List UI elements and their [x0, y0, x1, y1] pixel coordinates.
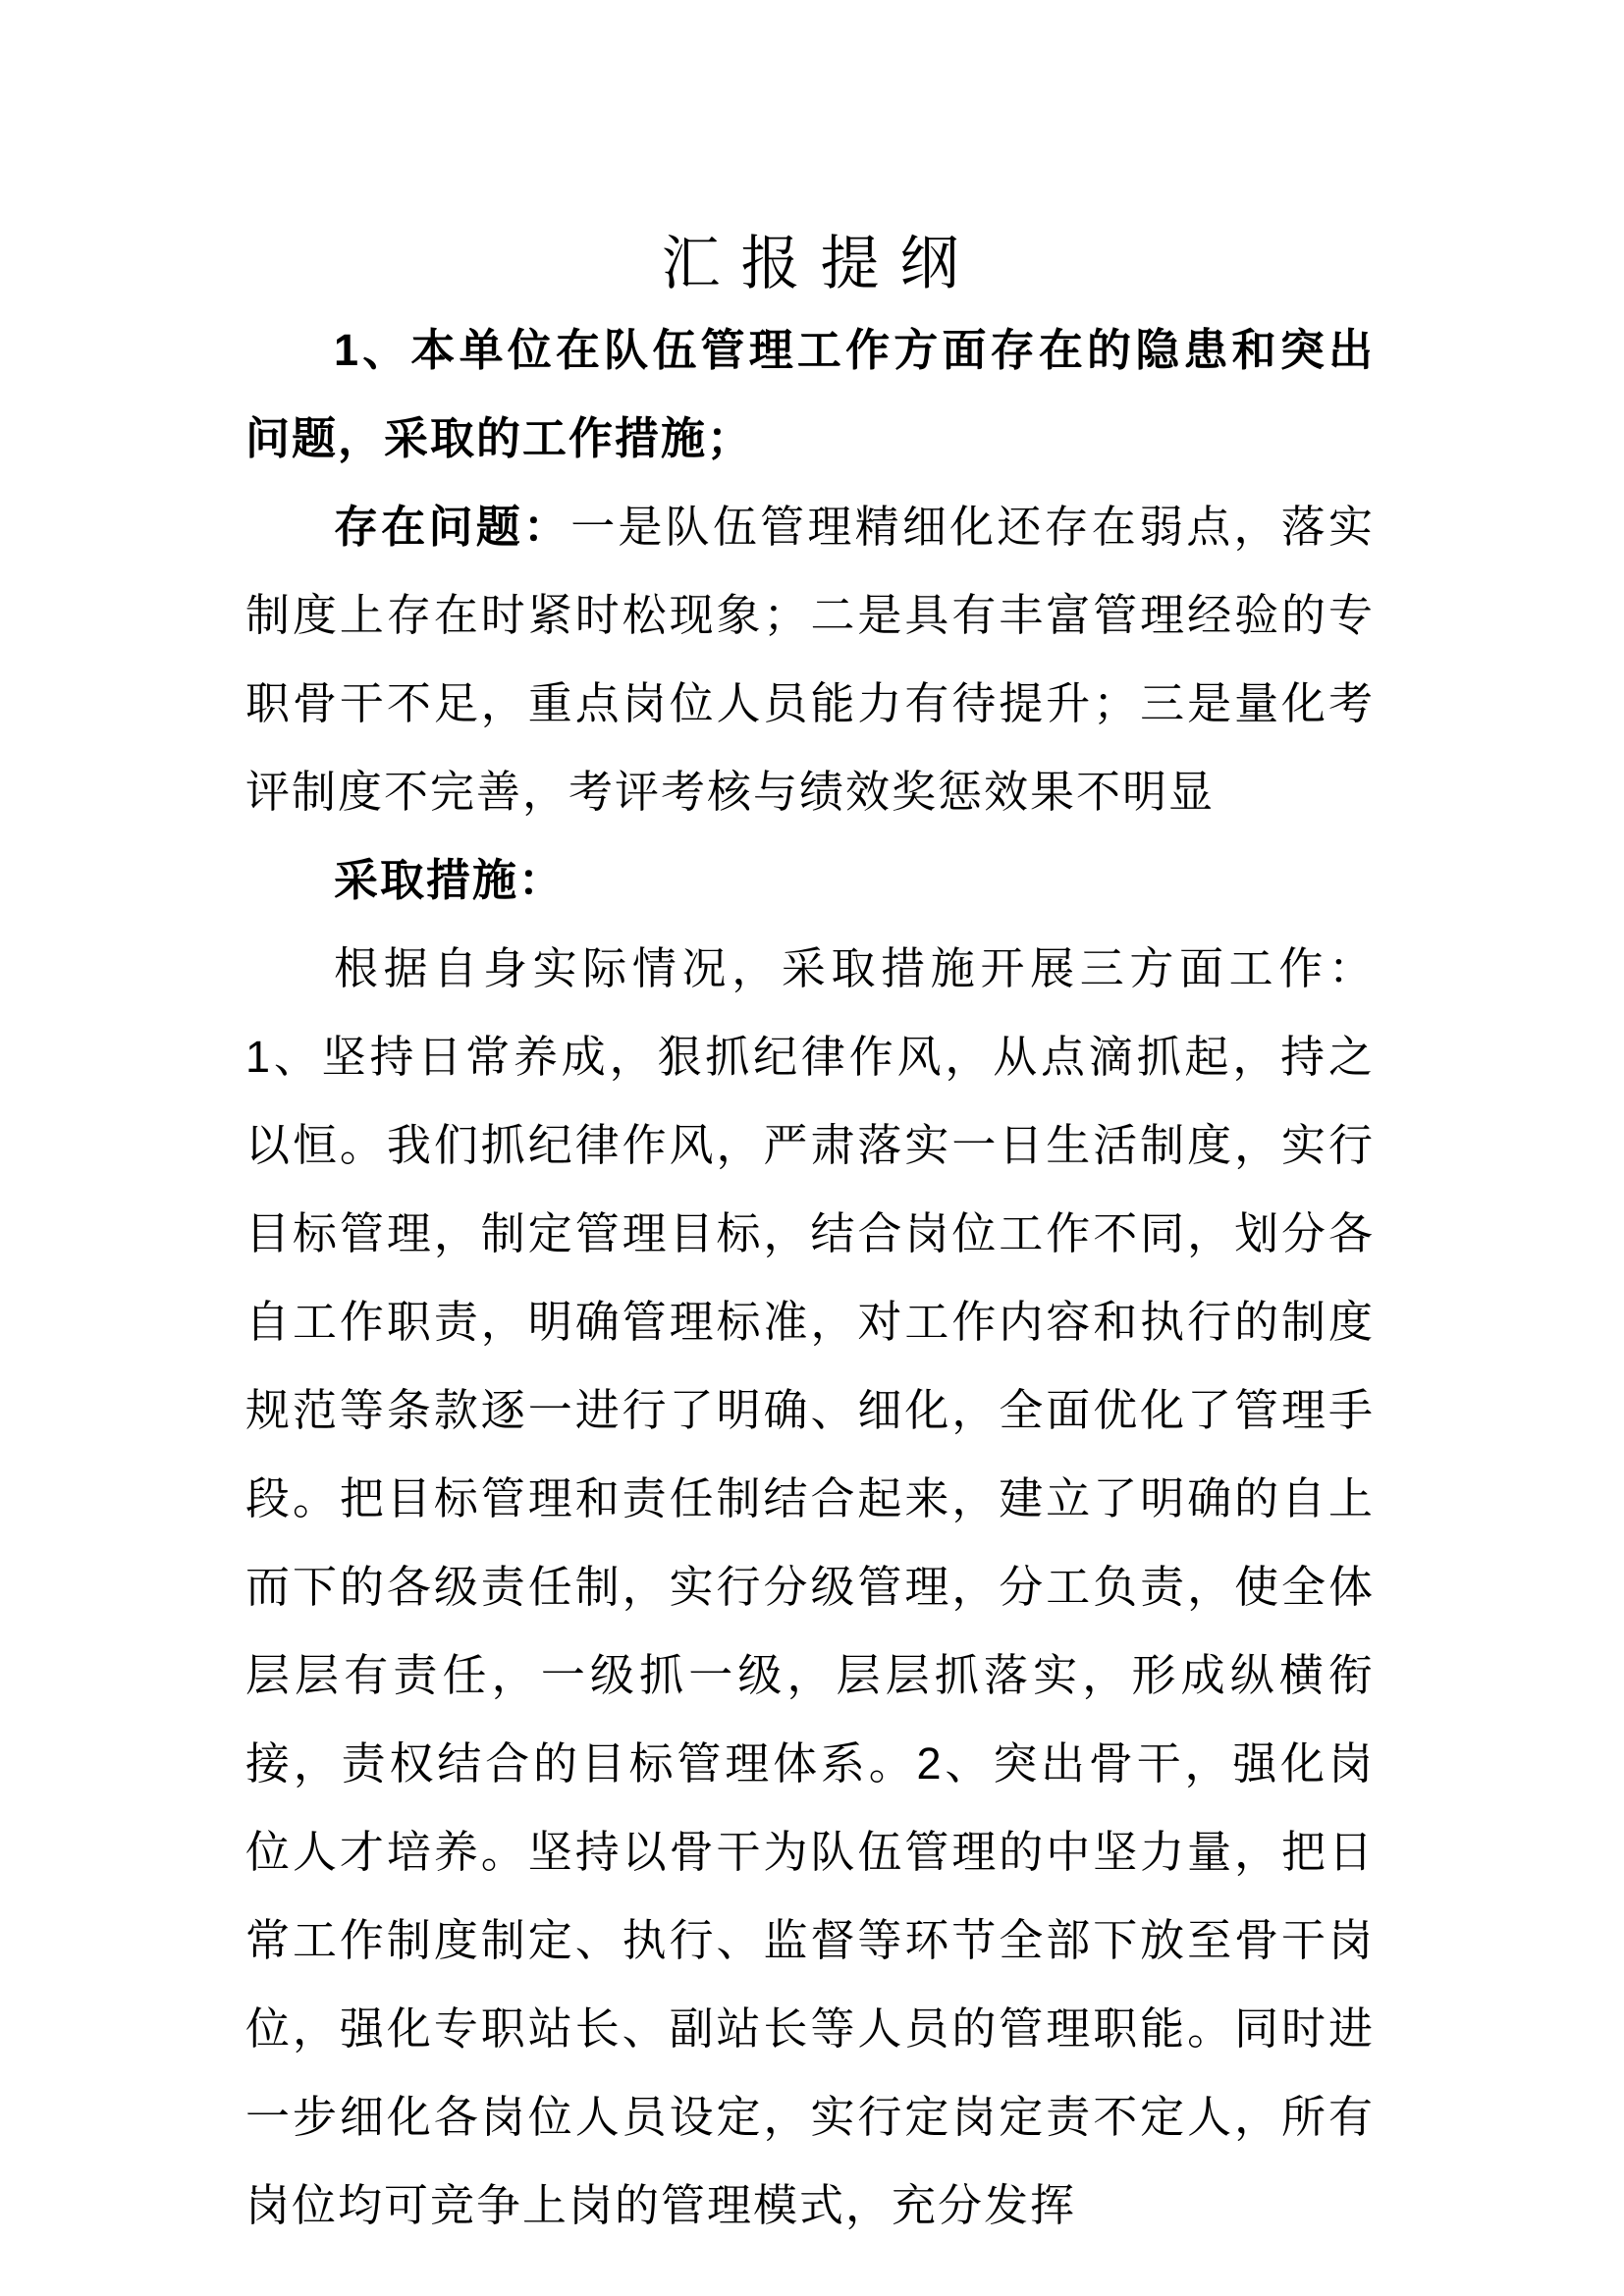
paragraph-text: 1、本单位在队伍管理工作方面存在的隐患和突出问题，采取的工作措施； [245, 325, 1375, 463]
paragraph [245, 483, 1375, 836]
page-title: 汇报提纲 [661, 231, 980, 296]
paragraph-text: 根据自身实际情况，采取措施开展三方面工作：1、坚持日常养成，狠抓纪律作风，从点滴抓起，持之以恒。我们抓纪律作风，严肃落实一日生活制度，实行目标管理，制定管理目标，结合岗位工作不同，划分各自工作职责，明确管理标准，对工作内容和执行的制度规范等条款逐一进行了明确、细化，全面优化了管理手段。把目标管理和责任制结合起来，建立了明确的自上而下的各级责任制，实行分级管理，分工负责，使全体层层有责任，一级抓一级，层层抓落实，形成纵横衔接，责权结合的目标管理体系。2、突出骨干，强化岗位人才培养。坚持以骨干为队伍管理的中坚力量，把日常工作制度制定、执行、监督等环节全部下放至骨干岗位，强化专职站长、副站长等人员的管理职能。同时进一步细化各岗位人员设定，实行定岗定责不定人，所有岗位均可竞争上岗的管理模式，充分发挥 [245, 943, 1375, 2230]
document-body [245, 306, 1375, 2250]
paragraph-lead: 存在问题： [334, 502, 571, 552]
paragraph-text: 一是队伍管理精细化还存在弱点，落实制度上存在时紧时松现象；二是具有丰富管理经验的专职骨干不足，重点岗位人员能力有待提升；三是量化考评制度不完善，考评考核与绩效奖惩效果不明显 [245, 502, 1375, 817]
paragraph-text: 采取措施： [334, 855, 566, 905]
paragraph [245, 925, 1375, 2250]
paragraph [245, 836, 1375, 925]
paragraph [245, 306, 1375, 483]
